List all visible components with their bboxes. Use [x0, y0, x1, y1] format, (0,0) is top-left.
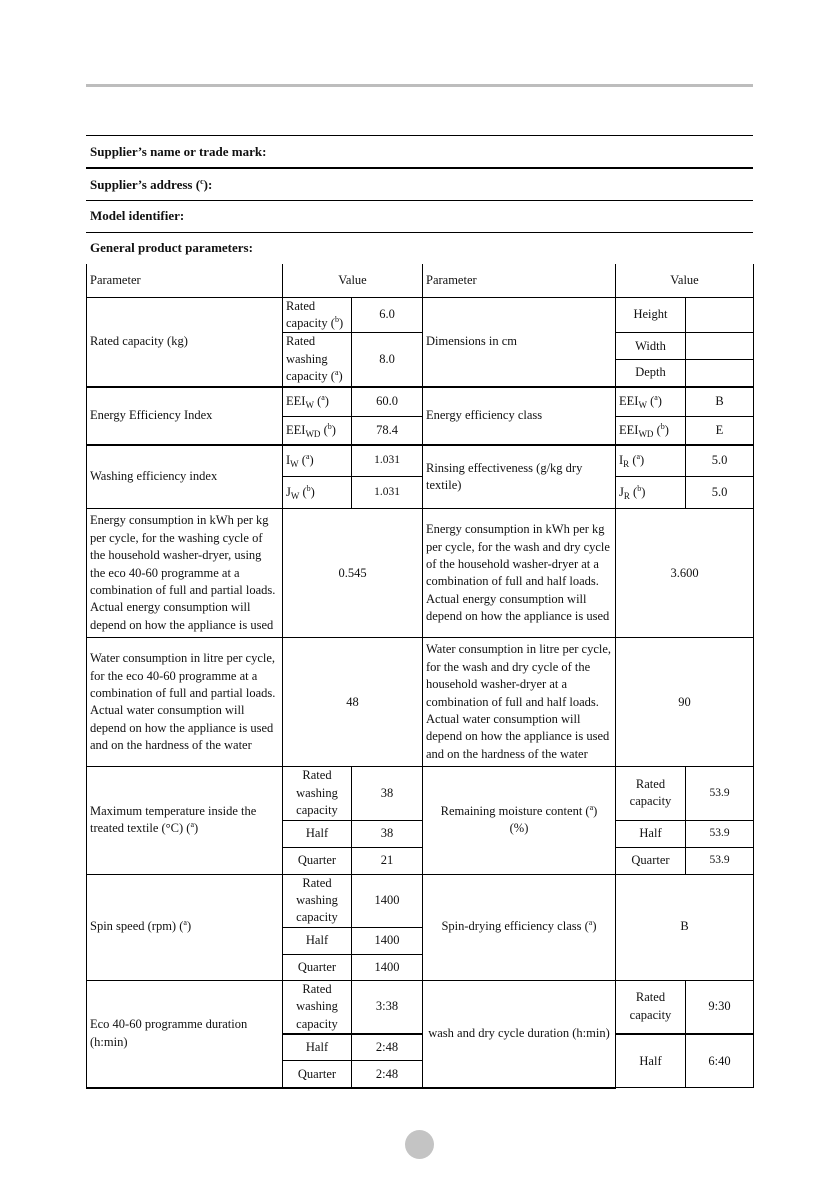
col-value: Value [616, 264, 754, 297]
jw-value: 1.031 [352, 477, 423, 509]
energy-consumption-dry-value: 3.600 [616, 509, 754, 638]
class-w-value: B [686, 387, 754, 417]
energy-consumption-dry-label: Energy consumption in kWh per kg per cycle, for the wash and dry cycle of the household washer-dryer at a combination of full and half loads. Actual energy consumption will depend on how the appliance is used [423, 509, 616, 638]
ir-value: 5.0 [686, 445, 754, 477]
energy-consumption-wash-label: Energy consumption in kWh per kg per cycle, for the washing cycle of the household washer-dryer, using the eco 40-60 programme at a combination of full and partial loads. Actual energy consumption will depend on how the appliance is used [87, 509, 283, 638]
eei-w-label: $EEI_W$ ($^a$) [283, 387, 352, 417]
moisture-half-value: 53.9 [686, 820, 754, 847]
max-temp-half-value: 38 [352, 820, 423, 847]
top-divider [86, 84, 753, 87]
table-row [87, 445, 754, 477]
eei-wd-value: 78.4 [352, 417, 423, 445]
wash-dry-duration-label: wash and dry cycle duration (h:min) [423, 980, 616, 1088]
spin-quarter-label: Quarter [283, 954, 352, 980]
jr-label: $J_R$ ($^b$) [616, 477, 686, 509]
table-row [87, 767, 754, 820]
spin-rated-value: 1400 [352, 874, 423, 927]
eco-rated-value: 3:38 [352, 980, 423, 1034]
spin-speed-label: Spin speed (rpm) ($^a$) [87, 874, 283, 980]
table-row [87, 980, 754, 1034]
energy-consumption-wash-value: 0.545 [283, 509, 423, 638]
moisture-rated-label: Rated capacity [616, 767, 686, 820]
width-value [686, 333, 754, 360]
rated-capacity-value: 6.0 [352, 297, 423, 333]
product-parameters-table [86, 264, 754, 1089]
width-label: Width [616, 333, 686, 360]
rated-capacity-sub-label: Rated capacity ($^b$) [283, 297, 352, 333]
eei-label: Energy Efficiency Index [87, 387, 283, 445]
max-temp-rated-label: Rated washing capacity [283, 767, 352, 820]
moisture-label: Remaining moisture content ($^a$) (%) [423, 767, 616, 874]
depth-label: Depth [616, 360, 686, 387]
moisture-quarter-value: 53.9 [686, 847, 754, 874]
max-temp-label: Maximum temperature inside the treated textile (°C) ($^a$) [87, 767, 283, 874]
jr-value: 5.0 [686, 477, 754, 509]
col-parameter: Parameter [87, 264, 283, 297]
col-parameter: Parameter [423, 264, 616, 297]
water-consumption-dry-label: Water consumption in litre per cycle, for the wash and dry cycle of the household washer-dryer at a combination of full and half loads. Actual water consumption will depend on how the appliance is used and on the hardness of the water [423, 638, 616, 767]
spin-half-label: Half [283, 927, 352, 954]
height-label: Height [616, 297, 686, 333]
eco-rated-label: Rated washing capacity [283, 980, 352, 1034]
max-temp-quarter-label: Quarter [283, 847, 352, 874]
eco-half-label: Half [283, 1034, 352, 1061]
spin-class-value: B [616, 874, 754, 980]
table-row [87, 638, 754, 767]
rated-washing-capacity-value: 8.0 [352, 333, 423, 387]
rinsing-label: Rinsing effectiveness (g/kg dry textile) [423, 445, 616, 509]
wash-dry-half-label: Half [616, 1034, 686, 1088]
iw-value: 1.031 [352, 445, 423, 477]
rule [86, 232, 753, 233]
model-identifier-label: Model identifier: [90, 208, 185, 223]
rule [86, 167, 753, 169]
eco-quarter-label: Quarter [283, 1061, 352, 1088]
moisture-quarter-label: Quarter [616, 847, 686, 874]
max-temp-half-label: Half [283, 820, 352, 847]
table-row [87, 297, 754, 333]
class-w-label: $EEI_W$ ($^a$) [616, 387, 686, 417]
rated-capacity-label: Rated capacity (kg) [87, 297, 283, 387]
iw-label: $I_W$ ($^a$) [283, 445, 352, 477]
table-row [87, 387, 754, 417]
supplier-address-label: Supplier’s address ($^c$): [90, 177, 213, 192]
col-value: Value [283, 264, 423, 297]
table-row [87, 874, 754, 927]
class-wd-label: $EEI_{WD}$ ($^b$) [616, 417, 686, 445]
eco-half-value: 2:48 [352, 1034, 423, 1061]
height-value [686, 297, 754, 333]
class-wd-value: E [686, 417, 754, 445]
wash-dry-rated-value: 9:30 [686, 980, 754, 1034]
washing-index-label: Washing efficiency index [87, 445, 283, 509]
general-params-label: General product parameters: [90, 240, 253, 255]
spin-quarter-value: 1400 [352, 954, 423, 980]
jw-label: $J_W$ ($^b$) [283, 477, 352, 509]
wash-dry-rated-label: Rated capacity [616, 980, 686, 1034]
max-temp-quarter-value: 21 [352, 847, 423, 874]
spin-half-value: 1400 [352, 927, 423, 954]
water-consumption-wash-label: Water consumption in litre per cycle, for the eco 40-60 programme at a combination of full and partial loads. Actual water consumption will depend on how the appliance is used and on the hardness of the water [87, 638, 283, 767]
eco-duration-label: Eco 40-60 programme duration (h:min) [87, 980, 283, 1088]
spin-class-label: Spin-drying efficiency class ($^a$) [423, 874, 616, 980]
spin-rated-label: Rated washing capacity [283, 874, 352, 927]
wash-dry-half-value: 6:40 [686, 1034, 754, 1088]
table-header-row [87, 264, 754, 297]
rule [86, 200, 753, 201]
moisture-half-label: Half [616, 820, 686, 847]
rule [86, 135, 753, 136]
page-indicator [405, 1130, 434, 1159]
water-consumption-dry-value: 90 [616, 638, 754, 767]
eco-quarter-value: 2:48 [352, 1061, 423, 1088]
ir-label: $I_R$ ($^a$) [616, 445, 686, 477]
rated-washing-capacity-label: Rated washing capacity ($^a$) [283, 333, 352, 387]
table-row [87, 509, 754, 638]
supplier-name-label: Supplier’s name or trade mark: [90, 144, 267, 159]
max-temp-rated-value: 38 [352, 767, 423, 820]
moisture-rated-value: 53.9 [686, 767, 754, 820]
water-consumption-wash-value: 48 [283, 638, 423, 767]
eei-w-value: 60.0 [352, 387, 423, 417]
depth-value [686, 360, 754, 387]
eei-wd-label: $EEI_{WD}$ ($^b$) [283, 417, 352, 445]
energy-class-label: Energy efficiency class [423, 387, 616, 445]
dimensions-label: Dimensions in cm [423, 297, 616, 387]
